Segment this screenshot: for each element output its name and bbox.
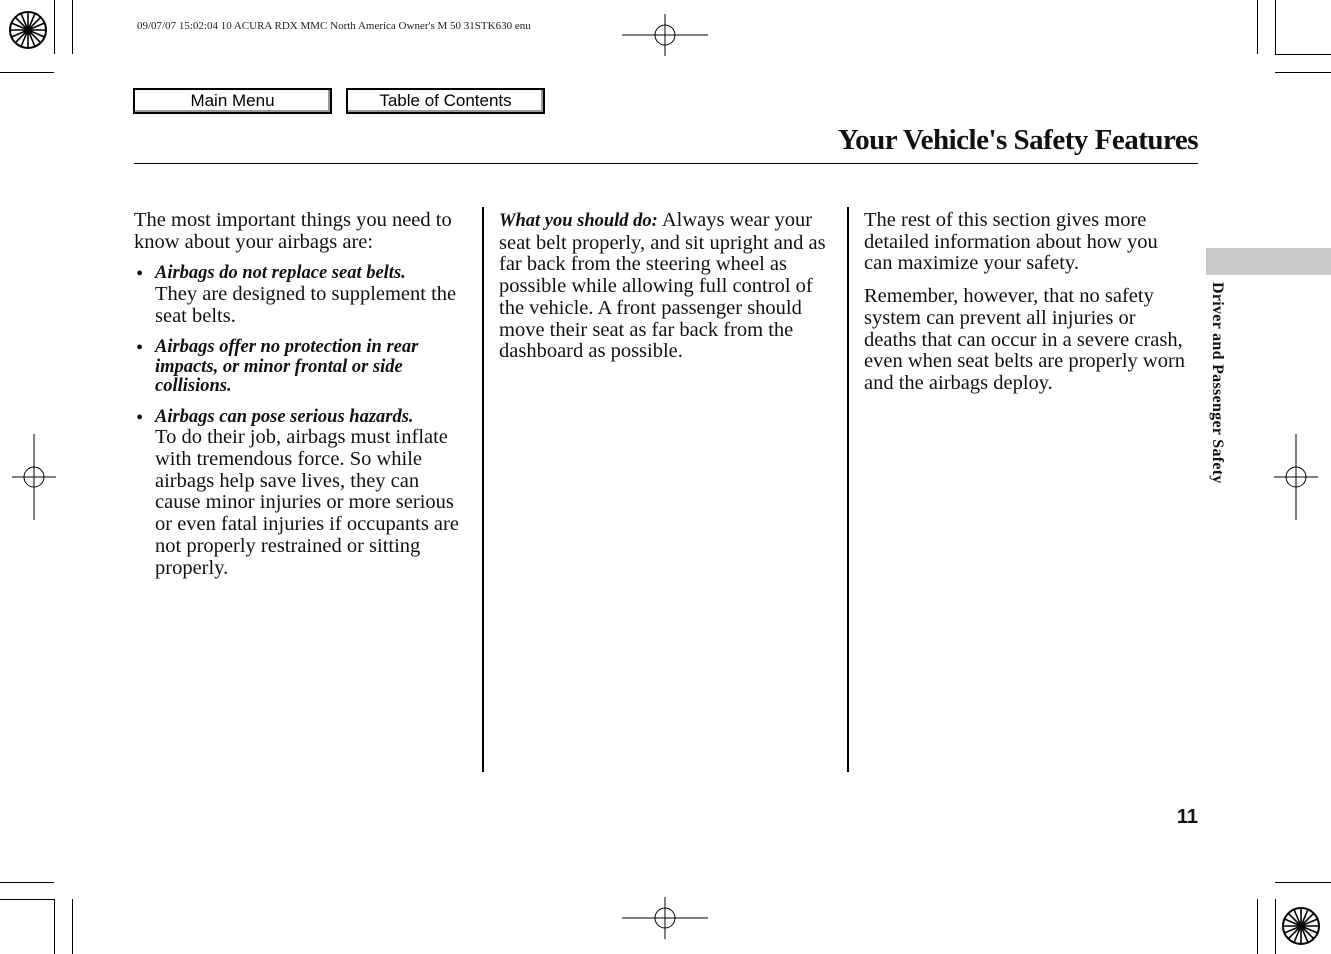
list-item (134, 408, 464, 579)
page-title: Your Vehicle's Safety Features (837, 124, 1198, 156)
column-divider (482, 207, 484, 772)
crosshair-right-icon (1274, 434, 1318, 520)
registration-mark-top-left-icon (6, 8, 50, 52)
list-item (134, 338, 464, 397)
safety-reminder-paragraph: Remember, however, that no safety system can prevent all injuries or deaths that can occur in a severe crash, even when seat belts are properly worn and the airbags deploy. (864, 285, 1186, 394)
main-menu-button[interactable]: Main Menu (133, 88, 332, 114)
bullet-body: They are designed to supplement the seat belts. (155, 282, 457, 327)
bullet-body: To do their job, airbags must inflate with tremendous force. So while airbags help save lives, they can cause minor injuries or more serious or even fatal injuries if occupants are not properly restrained or sitting properly. (155, 426, 459, 579)
crosshair-left-icon (12, 434, 56, 520)
advice-lead: What you should do: (499, 211, 658, 231)
section-overview-paragraph: The rest of this section gives more detailed information about how you can maximize your safety. (864, 209, 1158, 275)
intro-paragraph: The most important things you need to know about your airbags are: (134, 209, 452, 253)
bullet-icon: • (136, 263, 144, 286)
airbag-facts-list (134, 264, 464, 579)
bullet-icon: • (136, 337, 144, 360)
crosshair-bottom-icon (622, 897, 708, 939)
column-1 (134, 210, 464, 590)
column-2 (499, 210, 831, 374)
bullet-icon: • (136, 406, 144, 429)
bullet-heading: Airbags do not replace seat belts. (155, 263, 406, 284)
page-number: 11 (1176, 806, 1198, 828)
advice-body: Always wear your seat belt properly, and sit upright and as far back from the steering wheel as possible while allowing full control of the vehicle. A front passenger should move their seat as far back from the dashboard as possible. (499, 209, 826, 363)
title-rule (134, 163, 1198, 164)
section-tab-label: Driver and Passenger Safety (1209, 282, 1226, 484)
section-tab (1206, 248, 1331, 275)
table-of-contents-button[interactable]: Table of Contents (346, 88, 545, 114)
column-divider (847, 207, 849, 772)
advice-paragraph (499, 210, 831, 363)
bullet-heading: Airbags can pose serious hazards. (155, 406, 414, 427)
crosshair-top-icon (622, 14, 708, 56)
bullet-heading: Airbags offer no protection in rear impacts, or minor frontal or side collisions. (155, 337, 419, 397)
print-metadata: 09/07/07 15:02:04 10 ACURA RDX MMC North America Owner's M 50 31STK630 enu (137, 20, 531, 32)
column-3 (864, 210, 1190, 406)
registration-mark-bottom-right-icon (1279, 904, 1323, 948)
list-item (134, 264, 464, 327)
